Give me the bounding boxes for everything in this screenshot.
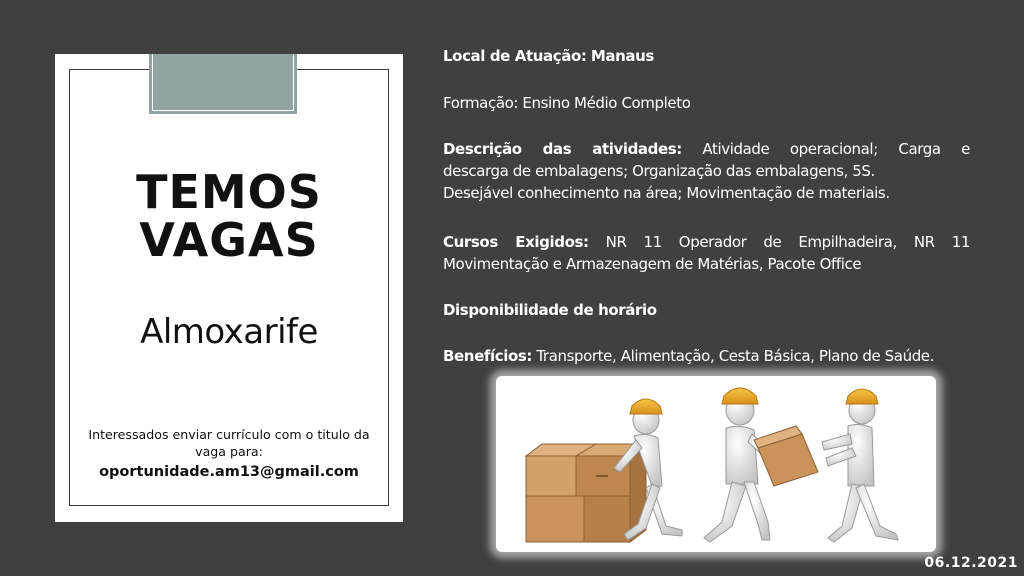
benefits-line xyxy=(443,345,970,367)
worker-right xyxy=(822,389,898,542)
location-value: Manaus xyxy=(590,47,654,65)
benefits-value: Transporte, Alimentação, Cesta Básica, Plano de Saúde. xyxy=(536,347,935,365)
carried-box xyxy=(754,426,818,486)
card-tab-decoration xyxy=(149,54,297,114)
activities-line-3: Desejável conhecimento na área; Movimentação de materiais. xyxy=(443,184,890,202)
location-line xyxy=(443,45,970,67)
availability-line: Disponibilidade de horário xyxy=(443,301,657,319)
courses-label: Cursos Exigidos: xyxy=(443,233,589,251)
activities-label: Descrição das atividades: xyxy=(443,140,682,158)
job-card xyxy=(55,54,403,522)
activities-block xyxy=(443,138,970,204)
education-line: Formação: Ensino Médio Completo xyxy=(443,94,691,112)
activities-line-2: descarga de embalagens; Organização das embalagens, 5S. xyxy=(443,162,875,180)
courses-block xyxy=(443,231,970,275)
title-line-2: VAGAS xyxy=(139,213,319,267)
apply-instructions: Interessados enviar currículo com o titulo da vaga para: xyxy=(88,427,370,459)
courses-line-2: Movimentação e Armazenagem de Matérias, Pacote Office xyxy=(443,255,862,273)
contact-email: oportunidade.am13@gmail.com xyxy=(99,464,359,480)
workers-illustration xyxy=(496,376,936,552)
location-label: Local de Atuação: xyxy=(443,47,587,65)
workers-carrying-boxes-icon xyxy=(496,376,936,552)
activities-line-1: Descrição das atividades: Atividade operacional; Carga e xyxy=(443,140,970,158)
post-date: 06.12.2021 xyxy=(924,555,1018,571)
job-role: Almoxarife xyxy=(140,312,318,352)
title-line-1: TEMOS xyxy=(136,165,322,219)
benefits-label: Benefícios: xyxy=(443,347,532,365)
courses-line-1: Cursos Exigidos: NR 11 Operador de Empilhadeira, NR 11 xyxy=(443,233,970,251)
